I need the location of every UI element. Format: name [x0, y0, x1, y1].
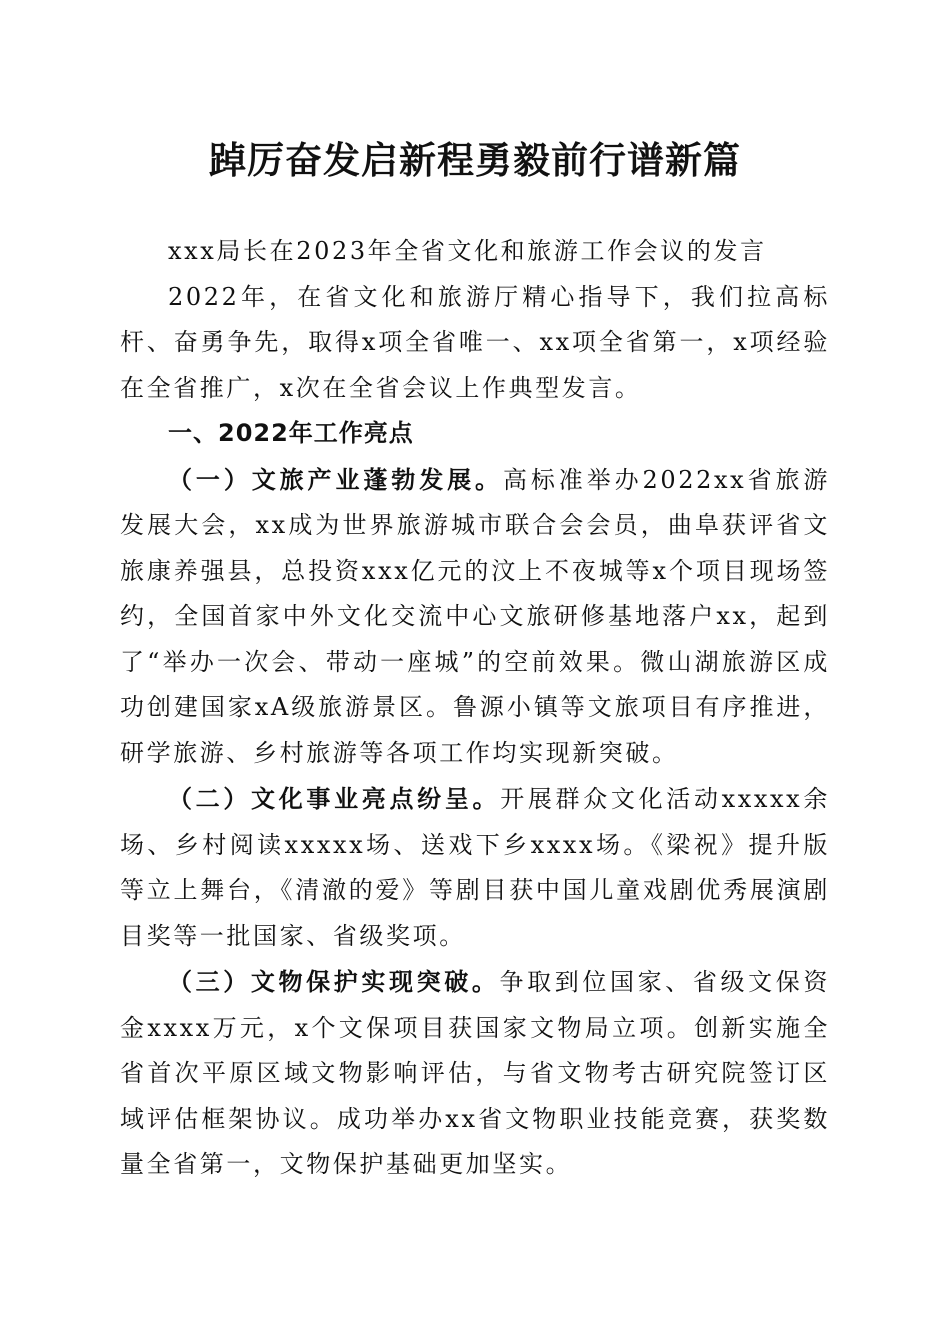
item-heading: （一）文旅产业蓬勃发展。 — [168, 464, 503, 494]
item-text: 开展群众文化活动xxxxx余场、乡村阅读xxxxx场、送戏下乡xxxx场。《梁祝》提升版等立上舞台，《清澈的爱》等剧目获中国儿童戏剧优秀展演剧目奖等一批国家、省级奖项。 — [120, 785, 830, 950]
document-body — [120, 229, 830, 1188]
speech-subtitle: xxx局长在2023年全省文化和旅游工作会议的发言 — [168, 237, 767, 265]
item-heading: （三）文物保护实现突破。 — [168, 967, 500, 996]
paragraph-item-3 — [120, 959, 830, 1188]
page-title: 踔厉奋发启新程勇毅前行谱新篇 — [209, 138, 741, 182]
paragraph-item-2 — [120, 776, 830, 959]
paragraph-item-1 — [120, 457, 830, 777]
section-heading: 一、2022年工作亮点 — [168, 419, 414, 447]
item-text: 高标准举办2022xx省旅游发展大会，xx成为世界旅游城市联合会会员，曲阜获评省文旅康养强县，总投资xxx亿元的汶上不夜城等x个项目现场签约，全国首家中外文化交流中心文旅研修基地落户xx，起到了“举办一次会、带动一座城”的空前效果。微山湖旅游区成功创建国家xA级旅游景区。鲁源小镇等文旅项目有序推进，研学旅游、乡村旅游等各项工作均实现新突破。 — [120, 465, 830, 767]
item-heading: （二）文化事业亮点纷呈。 — [168, 784, 501, 813]
intro-paragraph: 2022年，在省文化和旅游厅精心指导下，我们拉高标杆、奋勇争先，取得x项全省唯一、xx项全省第一，x项经验在全省推广，x次在全省会议上作典型发言。 — [120, 282, 830, 402]
item-text: 争取到位国家、省级文保资金xxxx万元，x个文保项目获国家文物局立项。创新实施全省首次平原区域文物影响评估，与省文物考古研究院签订区域评估框架协议。成功举办xx省文物职业技能竞赛，获奖数量全省第一，文物保护基础更加坚实。 — [120, 968, 830, 1178]
